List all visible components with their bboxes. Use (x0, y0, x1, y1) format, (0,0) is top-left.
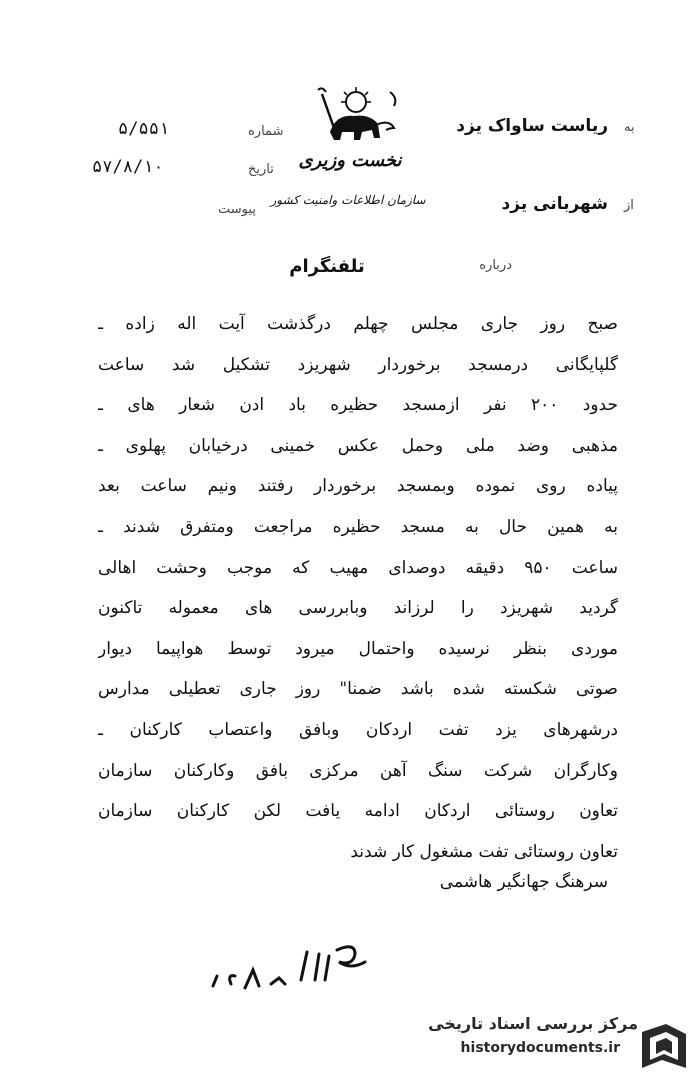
from-label: از (624, 198, 634, 213)
body-line: گلپایگانی درمسجد برخوردار شهریزد تشکیل شد ساعت (98, 354, 618, 375)
body-line: درشهرهای یزد تفت اردکان وبافق واعتصاب کارکنان ـ (98, 719, 618, 740)
body-line: گردید شهریزد را لرزاند وبابررسی های معموله تاکنون (98, 598, 618, 619)
body-line: صوتی شکسته شده باشد ضمنا" روز جاری تعطیلی مدارس (98, 679, 618, 700)
number-value: ۵/۵۵۱ (118, 119, 170, 139)
to-value: ریاست ساواک یزد (456, 116, 608, 136)
letter-body (98, 304, 618, 872)
body-line: تعاون روستائی اردکان ادامه یافت لکن کارکنان سازمان (98, 801, 618, 822)
body-line: به همین حال به مسجد حظیره مراجعت ومتفرق شدند ـ (98, 516, 618, 537)
body-line: ساعت ۹۵۰ دقیقه دوصدای مهیب که موجب وحشت اهالی (98, 557, 618, 578)
letterhead-org-line1: نخست وزیری (298, 150, 402, 171)
watermark-site-url: historydocuments.ir (460, 1040, 620, 1056)
number-label: شماره (248, 124, 284, 139)
from-value: شهربانی یزد (501, 194, 608, 214)
body-line: صبح روز جاری مجلس چهلم درگذشت آیت اله زاده ـ (98, 314, 618, 334)
attachment-label: پیوست (218, 202, 256, 217)
date-value: ۵۷/۸/۱۰ (92, 157, 164, 177)
body-line: پیاده روی نموده وبمسجد برخوردار رفتند ونیم ساعت بعد (98, 476, 618, 497)
signature-line: سرهنگ جهانگیر هاشمی (439, 872, 608, 892)
subject-label: درباره (479, 258, 512, 273)
body-line: وکارگران شرکت سنگ آهن مرکزی بافق وکارکنان سازمان (98, 760, 618, 781)
date-label: تاریخ (248, 162, 274, 177)
body-line: تعاون روستائی تفت مشغول کار شدند (350, 841, 618, 862)
archive-logo-icon (636, 1020, 690, 1074)
to-label: به (624, 120, 635, 135)
body-line: حدود ۲۰۰ نفر ازمسجد حظیره باد ادن شعار های ـ (98, 395, 618, 416)
body-line: مذهبی وضد ملی وحمل عکس خمینی درخیابان پهلوی ـ (98, 435, 618, 456)
subject-value: تلفنگرام (289, 256, 365, 277)
body-line: موردی بنظر نرسیده واحتمال میرود توسط هواپیما دیوار (98, 638, 618, 659)
letterhead-org-line2: سازمان اطلاعات وامنیت کشور (270, 193, 426, 207)
lion-and-sun-emblem-icon (310, 84, 400, 154)
watermark-site-name: مرکز بررسی اسناد تاریخی (428, 1014, 638, 1033)
handwritten-annotation-icon (205, 940, 405, 1000)
